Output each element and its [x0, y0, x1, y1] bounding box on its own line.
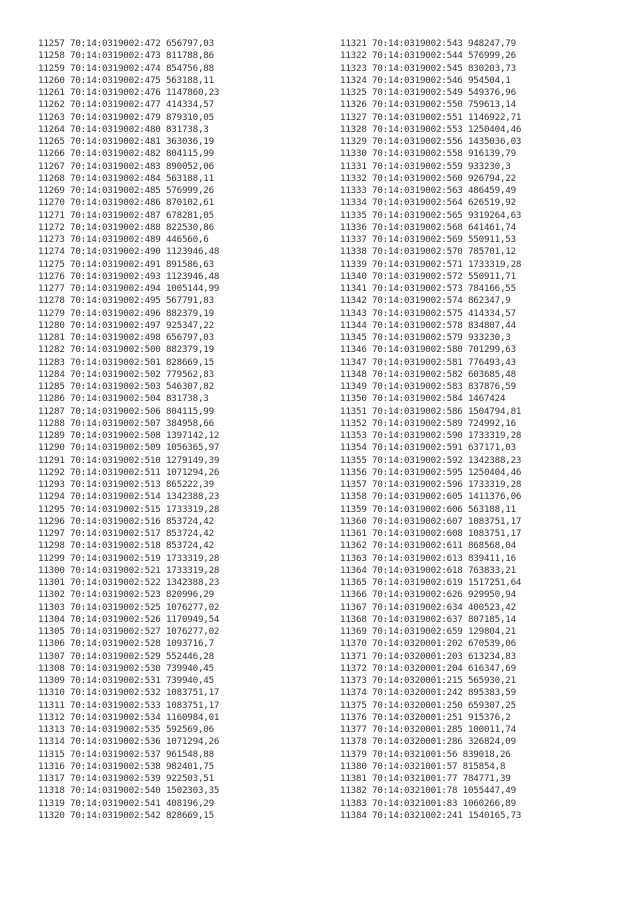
record-line: 11348 70:14:0319002:582 603685,48 — [340, 368, 516, 380]
record-line: 11381 70:14:0321001:77 784771,39 — [340, 773, 511, 784]
record-line: 11328 70:14:0319002:553 1250404,46 — [340, 123, 522, 135]
record-line: 11351 70:14:0319002:586 1504794,81 — [340, 405, 522, 417]
record-line: 11320 70:14:0319002:542 828669,15 — [38, 809, 214, 821]
record-line: 11344 70:14:0319002:578 834807,44 — [340, 319, 516, 331]
record-line: 11263 70:14:0319002:479 879310,05 — [38, 111, 214, 123]
record-line: 11336 70:14:0319002:568 641461,74 — [340, 221, 516, 233]
record-line: 11340 70:14:0319002:572 550911,71 — [340, 270, 516, 282]
record-line: 11331 70:14:0319002:559 933230,3 — [340, 160, 511, 172]
record-line: 11272 70:14:0319002:488 822530,86 — [38, 221, 214, 233]
record-line: 11276 70:14:0319002:493 1123946,48 — [38, 270, 220, 282]
record-line: 11324 70:14:0319002:546 954504,1 — [340, 74, 511, 86]
record-line: 11368 70:14:0319002:637 807185,14 — [340, 613, 516, 625]
left-column — [38, 38, 328, 822]
record-line: 11301 70:14:0319002:522 1342388,23 — [38, 577, 220, 588]
record-line: 11382 70:14:0321001:78 1055447,49 — [340, 785, 516, 797]
record-line: 11292 70:14:0319002:511 1071294,26 — [38, 466, 220, 478]
record-line: 11361 70:14:0319002:608 1083751,17 — [340, 528, 522, 539]
record-line: 11364 70:14:0319002:618 763833,21 — [340, 564, 516, 576]
record-line: 11373 70:14:0320001:215 565930,21 — [340, 675, 516, 686]
record-line: 11271 70:14:0319002:487 678281,05 — [38, 209, 214, 221]
record-line: 11358 70:14:0319002:605 1411376,06 — [340, 491, 522, 503]
record-line: 11314 70:14:0319002:536 1071294,26 — [38, 736, 220, 748]
record-line: 11266 70:14:0319002:482 804115,99 — [38, 148, 214, 160]
record-line: 11311 70:14:0319002:533 1083751,17 — [38, 699, 220, 711]
record-line: 11279 70:14:0319002:496 882379,19 — [38, 307, 214, 319]
record-line: 11326 70:14:0319002:550 759613,14 — [340, 99, 516, 111]
record-line: 11349 70:14:0319002:583 837876,59 — [340, 381, 516, 392]
record-line: 11341 70:14:0319002:573 784166,55 — [340, 283, 516, 294]
record-line: 11369 70:14:0319002:659 129804,21 — [340, 626, 516, 637]
record-line: 11282 70:14:0319002:500 882379,19 — [38, 344, 214, 356]
record-line: 11383 70:14:0321001:83 1060266,89 — [340, 797, 516, 809]
record-line: 11290 70:14:0319002:509 1056365,97 — [38, 442, 220, 454]
record-line: 11355 70:14:0319002:592 1342388,23 — [340, 454, 522, 466]
record-line: 11277 70:14:0319002:494 1005144,99 — [38, 283, 220, 294]
record-line: 11357 70:14:0319002:596 1733319,28 — [340, 479, 522, 490]
record-line: 11303 70:14:0319002:525 1076277,02 — [38, 601, 220, 613]
record-line: 11295 70:14:0319002:515 1733319,28 — [38, 503, 220, 515]
record-line: 11356 70:14:0319002:595 1250404,46 — [340, 466, 522, 478]
record-line: 11345 70:14:0319002:579 933230,3 — [340, 332, 511, 343]
record-line: 11367 70:14:0319002:634 400523,42 — [340, 601, 516, 613]
record-line: 11312 70:14:0319002:534 1160984,01 — [38, 711, 220, 723]
record-line: 11317 70:14:0319002:539 922503,51 — [38, 773, 214, 784]
record-line: 11322 70:14:0319002:544 576999,26 — [340, 50, 516, 62]
record-line: 11343 70:14:0319002:575 414334,57 — [340, 307, 516, 319]
record-line: 11270 70:14:0319002:486 870102,61 — [38, 197, 214, 209]
record-line: 11380 70:14:0321001:57 815854,8 — [340, 760, 506, 772]
record-line: 11287 70:14:0319002:506 804115,99 — [38, 405, 214, 417]
record-line: 11371 70:14:0320001:203 613234,83 — [340, 650, 516, 662]
record-line: 11261 70:14:0319002:476 1147860,23 — [38, 87, 220, 98]
record-line: 11329 70:14:0319002:556 1435036,03 — [340, 136, 522, 147]
record-line: 11315 70:14:0319002:537 961548,88 — [38, 748, 214, 760]
record-line: 11264 70:14:0319002:480 831738,3 — [38, 123, 209, 135]
record-line: 11352 70:14:0319002:589 724992,16 — [340, 417, 516, 429]
record-line: 11375 70:14:0320001:250 659307,25 — [340, 699, 516, 711]
record-line: 11304 70:14:0319002:526 1170949,54 — [38, 613, 220, 625]
record-line: 11321 70:14:0319002:543 948247,79 — [340, 38, 516, 49]
record-line: 11267 70:14:0319002:483 890052,06 — [38, 160, 214, 172]
record-line: 11281 70:14:0319002:498 656797,03 — [38, 332, 214, 343]
record-line: 11296 70:14:0319002:516 853724,42 — [38, 515, 214, 527]
record-line: 11298 70:14:0319002:518 853724,42 — [38, 540, 214, 552]
record-line: 11284 70:14:0319002:502 779562,83 — [38, 368, 214, 380]
record-line: 11302 70:14:0319002:523 820996,29 — [38, 589, 214, 601]
record-line: 11316 70:14:0319002:538 982401,75 — [38, 760, 214, 772]
record-line: 11291 70:14:0319002:510 1279149,39 — [38, 454, 220, 466]
record-line: 11297 70:14:0319002:517 853724,42 — [38, 528, 214, 539]
record-line: 11313 70:14:0319002:535 592569,06 — [38, 724, 214, 735]
record-line: 11330 70:14:0319002:558 916139,79 — [340, 148, 516, 160]
record-line: 11372 70:14:0320001:204 616347,69 — [340, 662, 516, 674]
record-line: 11353 70:14:0319002:590 1733319,28 — [340, 430, 522, 441]
record-line: 11300 70:14:0319002:521 1733319,28 — [38, 564, 220, 576]
record-line: 11346 70:14:0319002:580 701299,63 — [340, 344, 516, 356]
record-line: 11384 70:14:0321002:241 1540165,73 — [340, 809, 522, 821]
record-line: 11273 70:14:0319002:489 446560,6 — [38, 234, 209, 245]
record-line: 11334 70:14:0319002:564 626519,92 — [340, 197, 516, 209]
record-line: 11275 70:14:0319002:491 891586,63 — [38, 258, 214, 270]
record-line: 11365 70:14:0319002:619 1517251,64 — [340, 577, 522, 588]
record-line: 11339 70:14:0319002:571 1733319,28 — [340, 258, 522, 270]
record-line: 11308 70:14:0319002:530 739940,45 — [38, 662, 214, 674]
record-line: 11265 70:14:0319002:481 363036,19 — [38, 136, 214, 147]
record-line: 11288 70:14:0319002:507 384958,66 — [38, 417, 214, 429]
record-line: 11374 70:14:0320001:242 895383,59 — [340, 687, 516, 699]
record-line: 11378 70:14:0320001:286 326824,09 — [340, 736, 516, 748]
record-line: 11286 70:14:0319002:504 831738,3 — [38, 393, 209, 405]
record-line: 11379 70:14:0321001:56 839018,26 — [340, 748, 511, 760]
record-line: 11350 70:14:0319002:584 1467424 — [340, 393, 506, 405]
record-line: 11332 70:14:0319002:560 926794,22 — [340, 172, 516, 184]
record-line: 11268 70:14:0319002:484 563188,11 — [38, 172, 214, 184]
record-line: 11335 70:14:0319002:565 9319264,63 — [340, 209, 522, 221]
record-line: 11289 70:14:0319002:508 1397142,12 — [38, 430, 220, 441]
record-line: 11370 70:14:0320001:202 670539,06 — [340, 638, 516, 650]
record-line: 11327 70:14:0319002:551 1146922,71 — [340, 111, 522, 123]
record-line: 11283 70:14:0319002:501 828669,15 — [38, 356, 214, 368]
record-line: 11306 70:14:0319002:528 1093716,7 — [38, 638, 214, 650]
record-line: 11280 70:14:0319002:497 925347,22 — [38, 319, 214, 331]
record-line: 11323 70:14:0319002:545 830203,73 — [340, 62, 516, 74]
record-line: 11338 70:14:0319002:570 785701,12 — [340, 246, 516, 258]
record-line: 11354 70:14:0319002:591 637171,03 — [340, 442, 516, 454]
record-line: 11262 70:14:0319002:477 414334,57 — [38, 99, 214, 111]
right-column — [340, 38, 630, 822]
record-line: 11285 70:14:0319002:503 546307,82 — [38, 381, 214, 392]
record-line: 11305 70:14:0319002:527 1076277,02 — [38, 626, 220, 637]
record-line: 11333 70:14:0319002:563 486459,49 — [340, 185, 516, 196]
record-line: 11363 70:14:0319002:613 839411,16 — [340, 552, 516, 564]
record-line: 11310 70:14:0319002:532 1083751,17 — [38, 687, 220, 699]
record-line: 11260 70:14:0319002:475 563188,11 — [38, 74, 214, 86]
record-line: 11307 70:14:0319002:529 552446,28 — [38, 650, 214, 662]
record-line: 11294 70:14:0319002:514 1342388,23 — [38, 491, 220, 503]
record-line: 11258 70:14:0319002:473 811788,86 — [38, 50, 214, 62]
record-line: 11366 70:14:0319002:626 929950,94 — [340, 589, 516, 601]
record-line: 11269 70:14:0319002:485 576999,26 — [38, 185, 214, 196]
record-line: 11259 70:14:0319002:474 854756,88 — [38, 62, 214, 74]
record-line: 11274 70:14:0319002:490 1123946,48 — [38, 246, 220, 258]
record-line: 11347 70:14:0319002:581 776493,43 — [340, 356, 516, 368]
record-line: 11377 70:14:0320001:285 100011,74 — [340, 724, 516, 735]
record-line: 11376 70:14:0320001:251 915376,2 — [340, 711, 511, 723]
record-line: 11299 70:14:0319002:519 1733319,28 — [38, 552, 220, 564]
record-line: 11337 70:14:0319002:569 550911,53 — [340, 234, 516, 245]
record-line: 11325 70:14:0319002:549 549376,96 — [340, 87, 516, 98]
record-line: 11362 70:14:0319002:611 868568,04 — [340, 540, 516, 552]
record-line: 11359 70:14:0319002:606 563188,11 — [340, 503, 516, 515]
record-line: 11360 70:14:0319002:607 1083751,17 — [340, 515, 522, 527]
record-line: 11293 70:14:0319002:513 865222,39 — [38, 479, 214, 490]
record-line: 11342 70:14:0319002:574 862347,9 — [340, 295, 511, 307]
record-line: 11319 70:14:0319002:541 408196,29 — [38, 797, 214, 809]
record-line: 11318 70:14:0319002:540 1502303,35 — [38, 785, 220, 797]
record-line: 11309 70:14:0319002:531 739940,45 — [38, 675, 214, 686]
record-line: 11257 70:14:0319002:472 656797,03 — [38, 38, 214, 49]
record-line: 11278 70:14:0319002:495 567791,83 — [38, 295, 214, 307]
